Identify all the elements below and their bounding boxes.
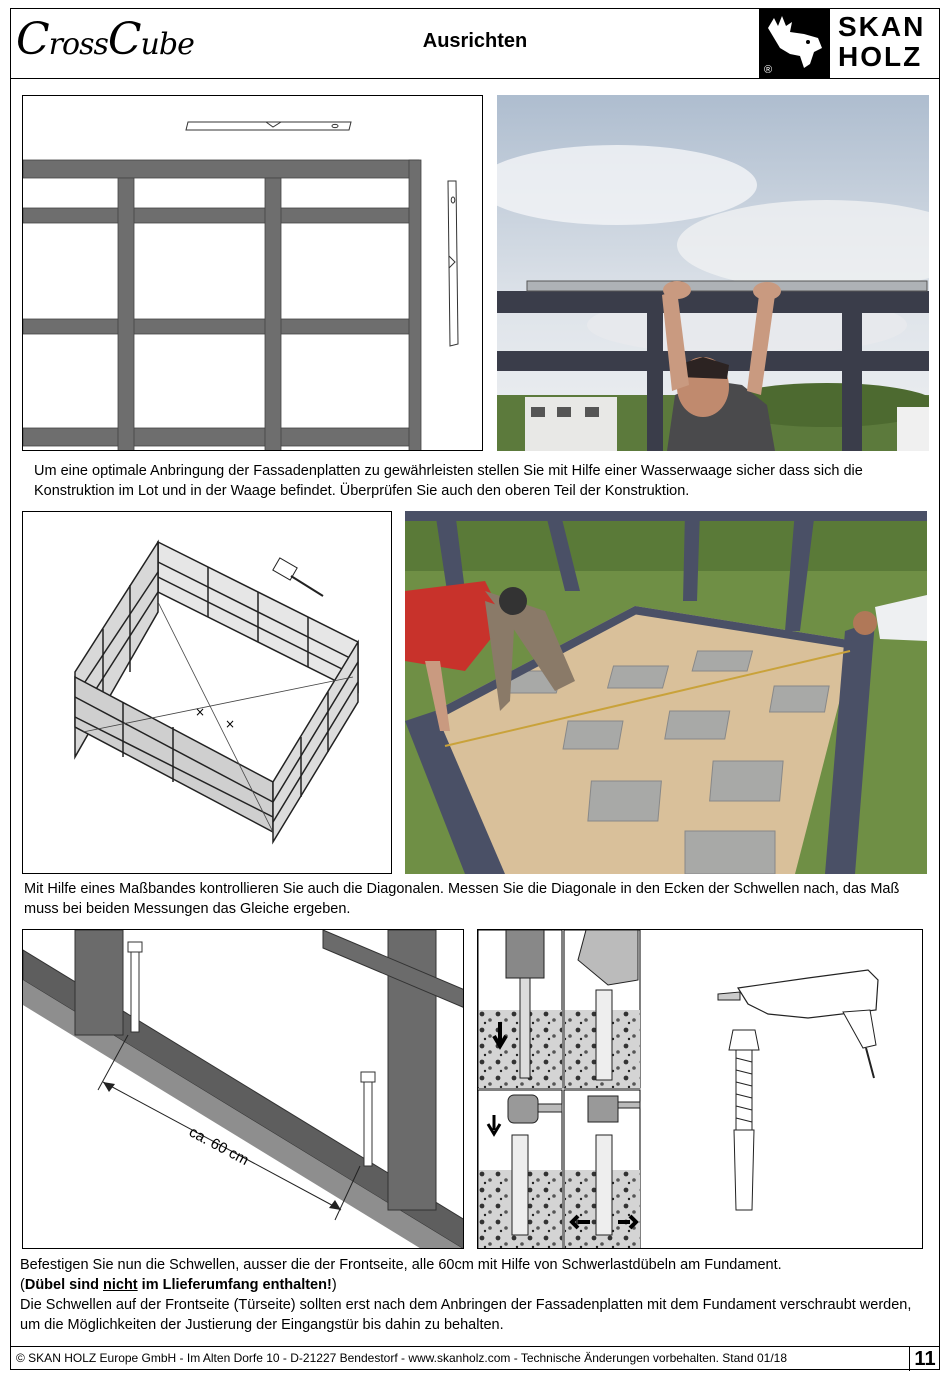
level-frame-drawing <box>22 95 483 451</box>
page-header <box>10 8 940 79</box>
section1-instruction: Um eine optimale Anbringung der Fassadenplatten zu gewährleisten stellen Sie mit Hilfe einer Wasserwaage sicher dass sich die Konstruktion im Lot und in der Waage befindet. Überprüfen Sie auch den oberen Teil der Konstruktion. <box>34 463 863 499</box>
diagonal-measure-photo <box>405 511 927 874</box>
svg-text:×: × <box>195 705 206 719</box>
tape-measure-icon <box>273 558 323 596</box>
crosscube-logo: CrossCube <box>16 14 194 65</box>
footer-text: © SKAN HOLZ Europe GmbH - Im Alten Dorfe 10 - D-21227 Bendestorf - www.skanholz.com - Technische Änderungen vorbehalten. Stand 01/18 <box>16 1351 788 1365</box>
svg-text:×: × <box>225 717 236 731</box>
logo-text-skan: SKAN <box>838 11 926 42</box>
vertical-level-icon <box>448 181 458 346</box>
heavy-anchor-bolt-icon <box>729 1030 759 1210</box>
anchor-installation-steps <box>477 929 923 1249</box>
section3-instruction: Befestigen Sie nun die Schwellen, ausser die der Frontseite, alle 60cm mit Hilfe von Schwerlastdübeln am Fundament. (Dübel sind nicht im Llieferumfang enthalten!) Die Schwellen auf der Frontseite (Türseite) sollten erst nach dem Anbringen der Fassadenplatten mit dem Fundament verschraubt werden, um die Möglichkeiten der Justierung der Eingangstür bis dahin zu behalten. <box>20 1257 912 1333</box>
page-number: 11 <box>909 1347 940 1371</box>
section2-instruction: Mit Hilfe eines Maßbandes kontrollieren Sie auch die Diagonalen. Messen Sie die Diagonale in den Ecken der Schwellen nach, das Maß muss bei beiden Messungen das Gleiche ergeben. <box>24 881 900 917</box>
page-title: Ausrichten <box>422 30 528 52</box>
skanholz-logo <box>759 8 940 78</box>
diagonal-frame-drawing <box>22 511 392 874</box>
dimension-label: ca. 60 cm <box>186 1123 252 1170</box>
moose-icon: ® <box>760 8 830 78</box>
spirit-level-icon <box>186 122 351 130</box>
page-footer <box>10 1346 940 1371</box>
anchor-spacing-drawing <box>22 929 464 1249</box>
level-check-photo <box>497 95 929 451</box>
logo-text-holz: HOLZ <box>838 41 923 72</box>
anchor-bolt-right-icon <box>361 1072 375 1166</box>
